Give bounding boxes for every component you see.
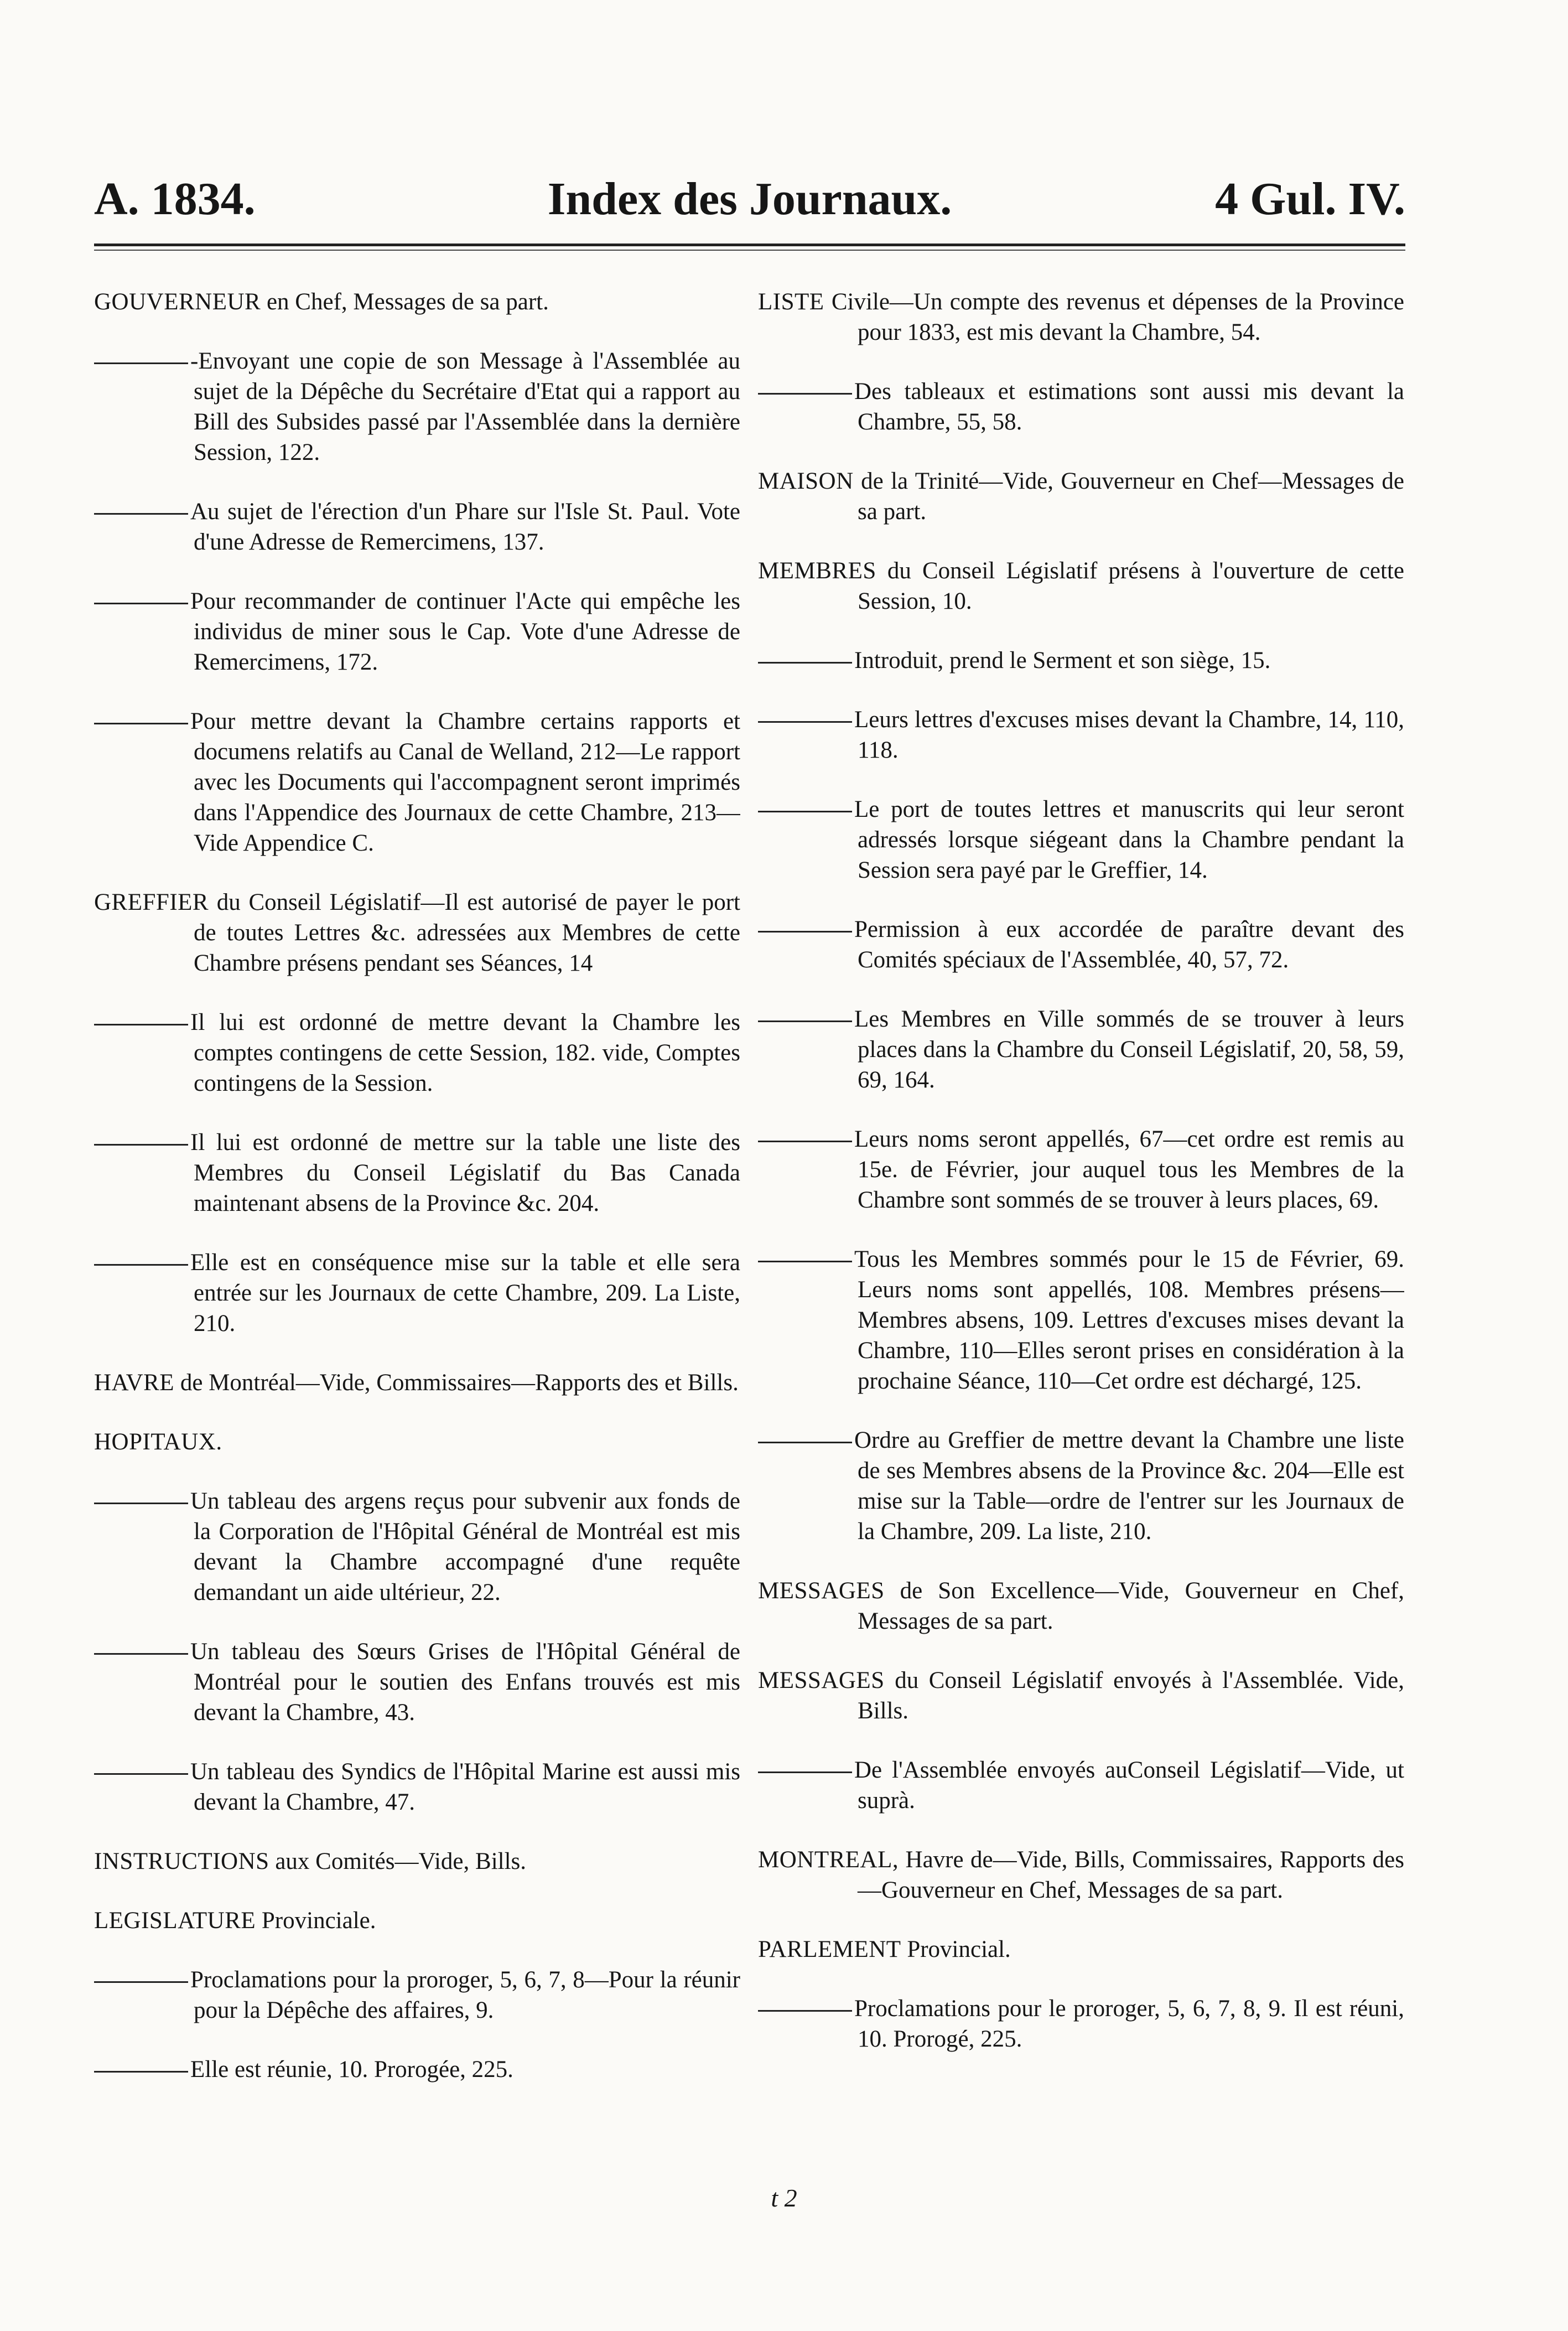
entry-text: du Conseil Législatif envoyés à l'Assemblée. Vide, Bills. (858, 1667, 1404, 1724)
subentry-text: Les Membres en Ville sommés de se trouver à leurs places dans la Chambre du Conseil Législatif, 20, 58, 59, 69, 164. (854, 1006, 1404, 1093)
subentry-text: Proclamations pour la proroger, 5, 6, 7, 8—Pour la réunir pour la Dépêche des affaires, 9. (190, 1967, 740, 2023)
entry-keyword: MESSAGES (758, 1667, 885, 1693)
index-subentry (94, 1007, 740, 1099)
page-header (94, 163, 1405, 235)
index-subentry (758, 645, 1404, 676)
ditto-dash (94, 1264, 188, 1266)
index-subentry (94, 346, 740, 468)
ditto-dash (94, 1503, 188, 1504)
entry-text: aux Comités—Vide, Bills. (269, 1848, 527, 1874)
subentry-text: Elle est en conséquence mise sur la table et elle sera entrée sur les Journaux de cette Chambre, 209. La Liste, 210. (190, 1250, 740, 1337)
ditto-dash (758, 721, 852, 723)
entry-keyword: GREFFIER (94, 889, 209, 915)
entry-keyword: GOUVERNEUR (94, 289, 261, 315)
index-entry-heading (758, 1845, 1404, 1905)
subentry-text: Le port de toutes lettres et manuscrits qui leur seront adressés lorsque siégeant dans la Chambre pendant la Session sera payé par le Greffier, 14. (854, 796, 1404, 883)
index-entry-heading (94, 1367, 740, 1398)
index-entry-heading (758, 287, 1404, 348)
entry-text: Havre de—Vide, Bills, Commissaires, Rapports des—Gouverneur en Chef, Messages de sa part. (858, 1847, 1404, 1903)
index-entry-heading (94, 887, 740, 978)
ditto-dash (94, 723, 188, 724)
index-entry-heading (758, 1576, 1404, 1636)
index-subentry (758, 376, 1404, 437)
entry-keyword: INSTRUCTIONS (94, 1848, 269, 1874)
index-subentry (94, 1757, 740, 1817)
index-subentry (758, 1755, 1404, 1816)
entry-text: de la Trinité—Vide, Gouverneur en Chef—Messages de sa part. (853, 468, 1404, 525)
ditto-dash (758, 811, 852, 812)
subentry-text: Il lui est ordonné de mettre devant la Chambre les comptes contingens de cette Session, 182. vide, Comptes contingens de la Session. (190, 1009, 740, 1096)
index-subentry (94, 1636, 740, 1728)
index-entry-heading (94, 287, 740, 317)
ditto-dash (758, 1771, 852, 1773)
signature-mark: t 2 (771, 2184, 797, 2212)
ditto-dash (758, 1021, 852, 1022)
ditto-dash (94, 362, 188, 364)
entry-keyword: MONTREAL, (758, 1847, 899, 1873)
entry-keyword: MAISON (758, 468, 854, 494)
index-subentry (94, 1965, 740, 2026)
subentry-text: Introduit, prend le Serment et son siège, 15. (854, 648, 1271, 674)
index-entry-heading (758, 1934, 1404, 1965)
index-entry-heading (94, 1905, 740, 1936)
index-subentry (758, 1244, 1404, 1396)
ditto-dash (758, 1261, 852, 1262)
subentry-text: -Envoyant une copie de son Message à l'Assemblée au sujet de la Dépêche du Secrétaire d'Etat qui a rapport au Bill des Subsides passé par l'Assemblée dans la dernière Session, 122. (190, 348, 740, 465)
ditto-dash (758, 1141, 852, 1142)
entry-keyword: PARLEMENT (758, 1936, 901, 1962)
entry-keyword: HAVRE (94, 1370, 175, 1396)
index-subentry (758, 794, 1404, 885)
index-subentry (758, 705, 1404, 765)
subentry-text: Un tableau des argens reçus pour subvenir aux fonds de la Corporation de l'Hôpital Général de Montréal est mis devant la Chambre accompagné d'une requête demandant un aide ultérieur, 22. (190, 1488, 740, 1605)
ditto-dash (94, 603, 188, 604)
header-year: A. 1834. (94, 173, 256, 225)
index-subentry (94, 1127, 740, 1219)
subentry-text: Proclamations pour le proroger, 5, 6, 7, 8, 9. Il est réuni, 10. Prorogé, 225. (854, 1996, 1404, 2052)
index-subentry (758, 914, 1404, 975)
ditto-dash (94, 1981, 188, 1983)
ditto-dash (758, 393, 852, 395)
ditto-dash (94, 2071, 188, 2073)
entry-text: en Chef, Messages de sa part. (261, 289, 549, 315)
subentry-text: Tous les Membres sommés pour le 15 de Février, 69. Leurs noms sont appellés, 108. Membres présens—Membres absens, 109. Lettres d'excuses mises devant la Chambre, 110—Elles seront prises en considération à la prochaine Séance, 110—Cet ordre est déchargé, 125. (854, 1246, 1404, 1394)
header-rule-thin (94, 250, 1405, 251)
ditto-dash (94, 513, 188, 515)
entry-keyword: HOPITAUX. (94, 1429, 222, 1455)
ditto-dash (94, 1144, 188, 1146)
ditto-dash (94, 1024, 188, 1025)
entry-text: Provincial. (901, 1936, 1011, 1962)
index-entry-heading (758, 1665, 1404, 1726)
ditto-dash (94, 1773, 188, 1775)
index-subentry (758, 1993, 1404, 2054)
entry-text: Provinciale. (256, 1908, 376, 1934)
header-regnal-year: 4 Gul. IV. (1215, 173, 1405, 225)
subentry-text: De l'Assemblée envoyés auConseil Législatif—Vide, ut suprà. (854, 1757, 1404, 1814)
index-entry-heading (758, 556, 1404, 617)
subentry-text: Pour mettre devant la Chambre certains rapports et documens relatifs au Canal de Welland, 212—Le rapport avec les Documents qui l'accompagnent seront imprimés dans l'Appendice des Journaux de cette Chambre, 213—Vide Appendice C. (190, 708, 740, 856)
subentry-text: Leurs noms seront appellés, 67—cet ordre est remis au 15e. de Février, jour auquel tous les Membres de la Chambre sont sommés de se trouver à leurs places, 69. (854, 1126, 1404, 1213)
subentry-text: Leurs lettres d'excuses mises devant la Chambre, 14, 110, 118. (854, 707, 1404, 763)
index-subentry (94, 1486, 740, 1608)
index-column-right (758, 287, 1404, 2179)
subentry-text: Un tableau des Sœurs Grises de l'Hôpital Général de Montréal pour le soutien des Enfans trouvés est mis devant la Chambre, 43. (190, 1639, 740, 1726)
ditto-dash (758, 931, 852, 933)
index-subentry (94, 706, 740, 858)
entry-text: Civile—Un compte des revenus et dépenses de la Province pour 1833, est mis devant la Chambre, 54. (824, 289, 1404, 345)
index-subentry (94, 1247, 740, 1339)
index-subentry (758, 1004, 1404, 1095)
index-subentry (94, 496, 740, 557)
entry-text: de Son Excellence—Vide, Gouverneur en Chef, Messages de sa part. (858, 1578, 1404, 1634)
index-subentry (758, 1124, 1404, 1215)
subentry-text: Ordre au Greffier de mettre devant la Chambre une liste de ses Membres absens de la Province &c. 204—Elle est mise sur la Table—ordre de l'entrer sur les Journaux de la Chambre, 209. La liste, 210. (854, 1427, 1404, 1545)
subentry-text: Il lui est ordonné de mettre sur la table une liste des Membres du Conseil Législatif du Bas Canada maintenant absens de la Province &c. 204. (190, 1130, 740, 1216)
index-subentry (758, 1425, 1404, 1547)
entry-text: du Conseil Législatif—Il est autorisé de payer le port de toutes Lettres &c. adressées aux Membres de cette Chambre présens pendant ses Séances, 14 (194, 889, 740, 976)
header-rule-thick (94, 244, 1405, 246)
index-entry-heading (758, 466, 1404, 527)
entry-text: de Montréal—Vide, Commissaires—Rapports des et Bills. (174, 1370, 739, 1396)
entry-keyword: LEGISLATURE (94, 1908, 256, 1934)
index-column-left (94, 287, 740, 2179)
ditto-dash (758, 1442, 852, 1443)
entry-keyword: MESSAGES (758, 1578, 885, 1604)
subentry-text: Au sujet de l'érection d'un Phare sur l'Isle St. Paul. Vote d'une Adresse de Remercimens, 137. (190, 499, 740, 555)
index-subentry (94, 2054, 740, 2085)
index-subentry (94, 586, 740, 677)
ditto-dash (94, 1653, 188, 1655)
ditto-dash (758, 2010, 852, 2012)
entry-keyword: MEMBRES (758, 558, 876, 584)
subentry-text: Elle est réunie, 10. Prorogée, 225. (190, 2057, 513, 2083)
subentry-text: Permission à eux accordée de paraître devant des Comités spéciaux de l'Assemblée, 40, 57, 72. (854, 916, 1404, 973)
entry-text: du Conseil Législatif présens à l'ouverture de cette Session, 10. (858, 558, 1404, 614)
index-entry-heading (94, 1846, 740, 1877)
header-title: Index des Journaux. (547, 173, 952, 225)
subentry-text: Un tableau des Syndics de l'Hôpital Marine est aussi mis devant la Chambre, 47. (190, 1759, 740, 1815)
ditto-dash (758, 662, 852, 664)
entry-keyword: LISTE (758, 289, 824, 315)
subentry-text: Pour recommander de continuer l'Acte qui empêche les individus de miner sous le Cap. Vote d'une Adresse de Remercimens, 172. (190, 588, 740, 675)
subentry-text: Des tableaux et estimations sont aussi mis devant la Chambre, 55, 58. (854, 379, 1404, 435)
index-entry-heading (94, 1427, 740, 1457)
